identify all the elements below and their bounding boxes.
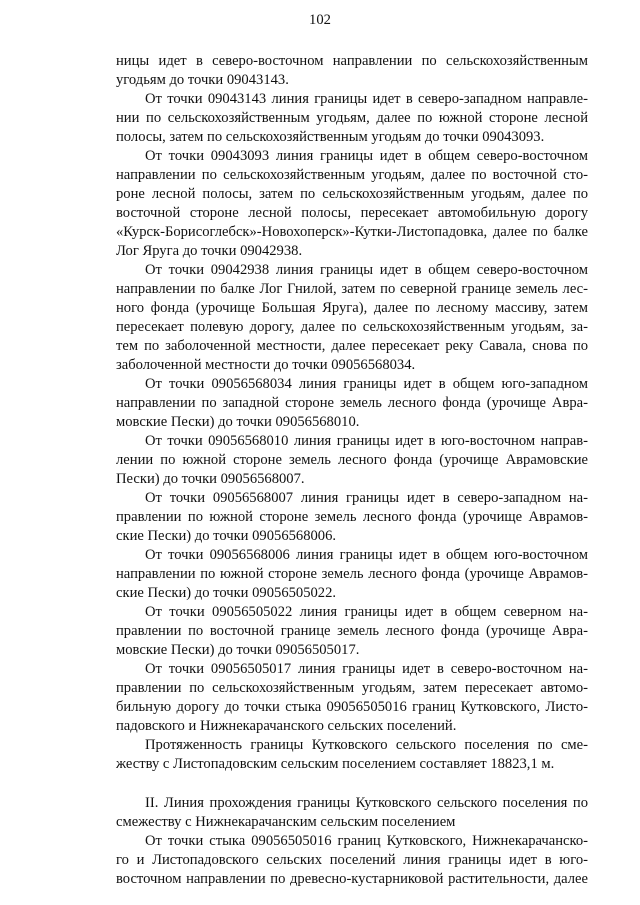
section-heading-line: смежеству с Нижнекарачанским сельским поселением [116,814,456,830]
page-number: 102 [309,12,331,28]
text-line: заболоченной местности до точки 09056568034. [116,357,416,373]
text-line: Лог Яруга до точки 09042938. [116,243,303,259]
text-line: Пески) до точки 09056568007. [116,471,305,487]
text-line: восточном направлении по древесно-кустарниковой растительности, далее [116,871,588,887]
text-line: От точки 09043143 линия границы идет в северо-западном направле- [145,91,588,107]
text-line: направлении по южной стороне земель лесного фонда (урочище Аврамов- [116,566,588,582]
text-line: правлении по восточной границе земель лесного фонда (урочище Авра- [116,623,588,639]
text-line: правлении по сельскохозяйственным угодьям, затем пересекает автомо- [116,680,588,696]
text-line: Протяженность границы Кутковского сельского поселения по сме- [145,737,588,753]
text-line: ские Пески) до точки 09056505022. [116,585,337,601]
text-line: тем по заболоченной местности, далее пересекает реку Савала, снова по [116,338,588,354]
text-line: От точки 09056568034 линия границы идет в общем юго-западном [145,376,588,392]
text-line: бильную дорогу до точки стыка 09056505016 границ Кутковского, Листо- [116,699,588,715]
text-line: От точки 09056505017 линия границы идет в северо-восточном на- [145,661,588,677]
text-line: От точки 09056505022 линия границы идет в общем северном на- [145,604,588,620]
section-heading-line: II. Линия прохождения границы Кутковского сельского поселения по [145,795,588,811]
text-line: мовские Пески) до точки 09056505017. [116,642,360,658]
text-line: От точки стыка 09056505016 границ Кутковского, Нижнекарачанско- [145,833,588,849]
text-line: От точки 09043093 линия границы идет в общем северо-восточном [145,148,588,164]
text-line: правлении по южной стороне земель лесного фонда (урочище Аврамов- [116,509,588,525]
text-line: направлении по сельскохозяйственным угодьям, далее по восточной сто- [116,167,588,183]
text-line: го и Листопадовского сельских поселений линия границы идет в юго- [116,852,588,868]
text-line: направлении по балке Лог Гнилой, затем по северной границе земель лес- [116,281,588,297]
text-line: роне лесной полосы, затем по сельскохозяйственным угодьям, далее по [116,186,588,202]
text-line: жеству с Листопадовским сельским поселением составляет 18823,1 м. [116,756,555,772]
text-line: пересекает полевую дорогу, далее по сельскохозяйственным угодьям, за- [116,319,588,335]
text-line: ские Пески) до точки 09056568006. [116,528,337,544]
text-line: лении по южной стороне земель лесного фонда (урочище Аврамовские [116,452,588,468]
text-line: От точки 09056568006 линия границы идет в общем юго-восточном [145,547,588,563]
text-line: мовские Пески) до точки 09056568010. [116,414,360,430]
text-line: От точки 09042938 линия границы идет в общем северо-восточном [145,262,588,278]
text-line: От точки 09056568010 линия границы идет в юго-восточном направ- [145,433,588,449]
text-line: ного фонда (урочище Большая Яруга), далее по лесному массиву, затем [116,300,588,316]
text-line: нии по сельскохозяйственным угодьям, далее по южной стороне лесной [116,110,588,126]
text-line: ницы идет в северо-восточном направлении по сельскохозяйственным [116,53,588,69]
text-line: От точки 09056568007 линия границы идет в северо-западном на- [145,490,588,506]
text-line: направлении по западной стороне земель лесного фонда (урочище Авра- [116,395,588,411]
text-line: угодьям до точки 09043143. [116,72,289,88]
text-line: восточной стороне лесной полосы, пересекает автомобильную дорогу [116,205,588,221]
text-line: «Курск-Борисоглебск»-Новохоперск»-Кутки-Листопадовка, далее по балке [116,224,588,240]
text-line: падовского и Нижнекарачанского сельских поселений. [116,718,457,734]
text-line: полосы, затем по сельскохозяйственным угодьям до точки 09043093. [116,129,545,145]
